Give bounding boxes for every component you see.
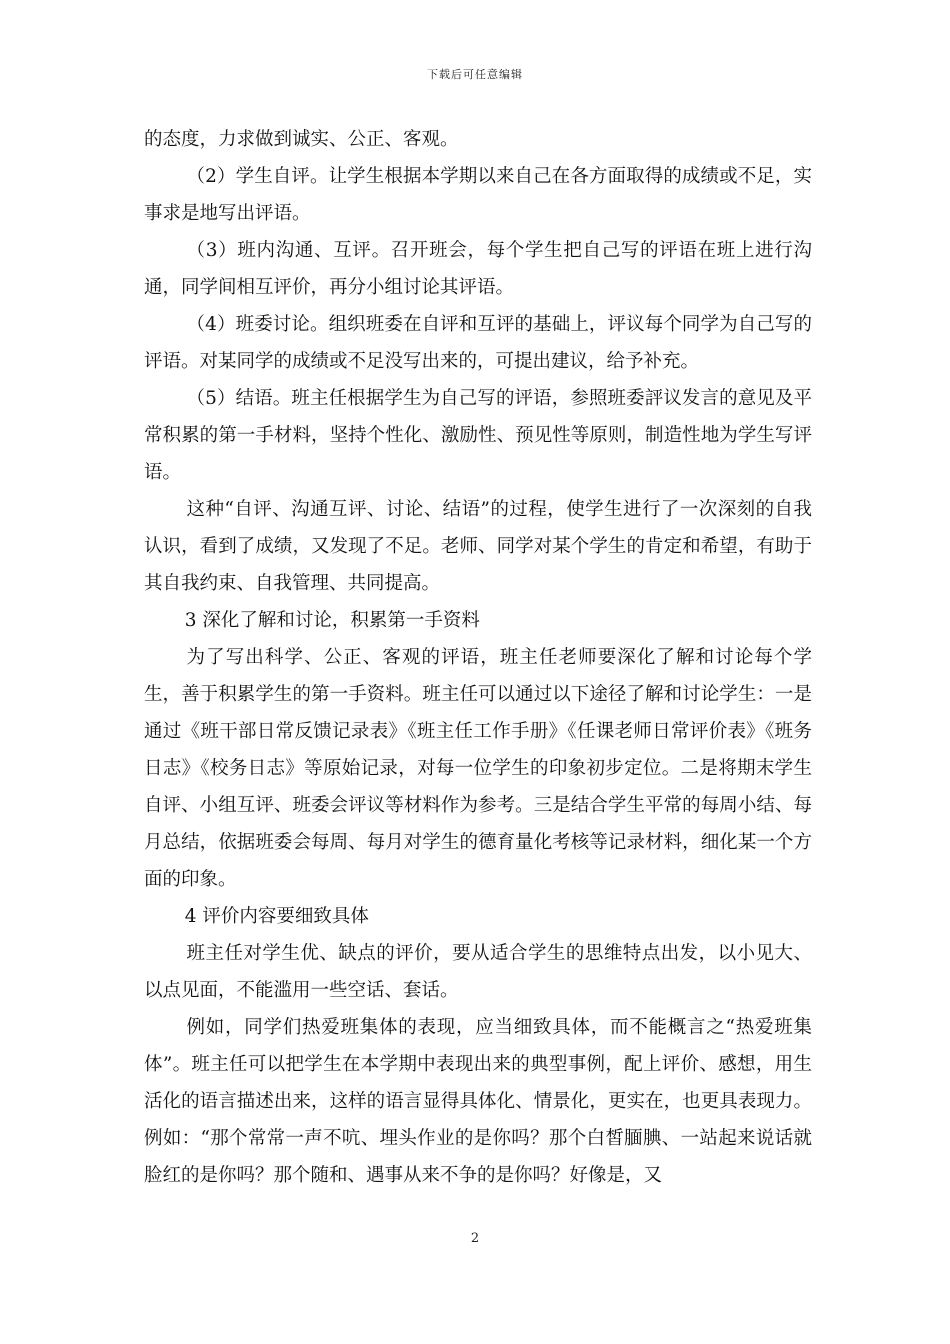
- paragraph: 的态度，力求做到诚实、公正、客观。: [144, 129, 459, 150]
- paragraph: 例如，同学们热爱班集体的表现，应当细致具体，而不能概言之“热爱班集体”。班主任可以把学生在本学期中表现出来的典型事例，配上评价、感想，用生活化的语言描述出来，这样的语言显得具体化、情景化，更实在，也更具表现力。例如：“那个常常一声不吭、埋头作业的是你吗？那个白皙腼腆、一站起来说话就脸红的是你吗？那个随和、遇事从来不争的是你吗？好像是，又: [144, 1017, 812, 1186]
- page-number: 2: [470, 1231, 480, 1246]
- paragraph: （3）班内沟通、互评。召开班会，每个学生把自己写的评语在班上进行沟通，同学间相互评价，再分小组讨论其评语。: [144, 240, 812, 298]
- section-heading: 4 评价内容要细致具体: [184, 906, 369, 927]
- paragraph: 为了写出科学、公正、客观的评语，班主任老师要深化了解和讨论每个学生，善于积累学生的第一手资料。班主任可以通过以下途径了解和讨论学生：一是通过《班干部日常反馈记录表》《班主任工作手册》《任课老师日常评价表》《班务日志》《校务日志》等原始记录，对每一位学生的印象初步定位。二是将期末学生自评、小组互评、班委会评议等材料作为参考。三是结合学生平常的每周小结、每月总结，依据班委会每周、每月对学生的德育量化考核等记录材料，细化某一个方面的印象。: [144, 647, 812, 890]
- paragraph: （5）结语。班主任根据学生为自己写的评语，参照班委評议发言的意见及平常积累的第一手材料，坚持个性化、激励性、预见性等原则，制造性地为学生写评语。: [144, 388, 812, 483]
- paragraph: （4）班委讨论。组织班委在自评和互评的基础上，评议每个同学为自己写的评语。对某同学的成绩或不足没写出来的，可提出建议，给予补充。: [144, 314, 812, 372]
- body-text: [144, 121, 812, 1194]
- paragraph: 班主任对学生优、缺点的评价，要从适合学生的思维特点出发，以小见大、以点见面，不能滥用一些空话、套话。: [144, 943, 812, 1001]
- paragraph: （2）学生自评。让学生根据本学期以来自己在各方面取得的成绩或不足，实事求是地写出评语。: [144, 166, 812, 224]
- section-heading: 3 深化了解和讨论，积累第一手资料: [184, 610, 480, 631]
- page-header: 下载后可任意编辑: [427, 68, 523, 81]
- paragraph: 这种“自评、沟通互评、讨论、结语”的过程，使学生进行了一次深刻的自我认识，看到了成绩，又发现了不足。老师、同学对某个学生的肯定和希望，有助于其自我约束、自我管理、共同提高。: [144, 499, 812, 594]
